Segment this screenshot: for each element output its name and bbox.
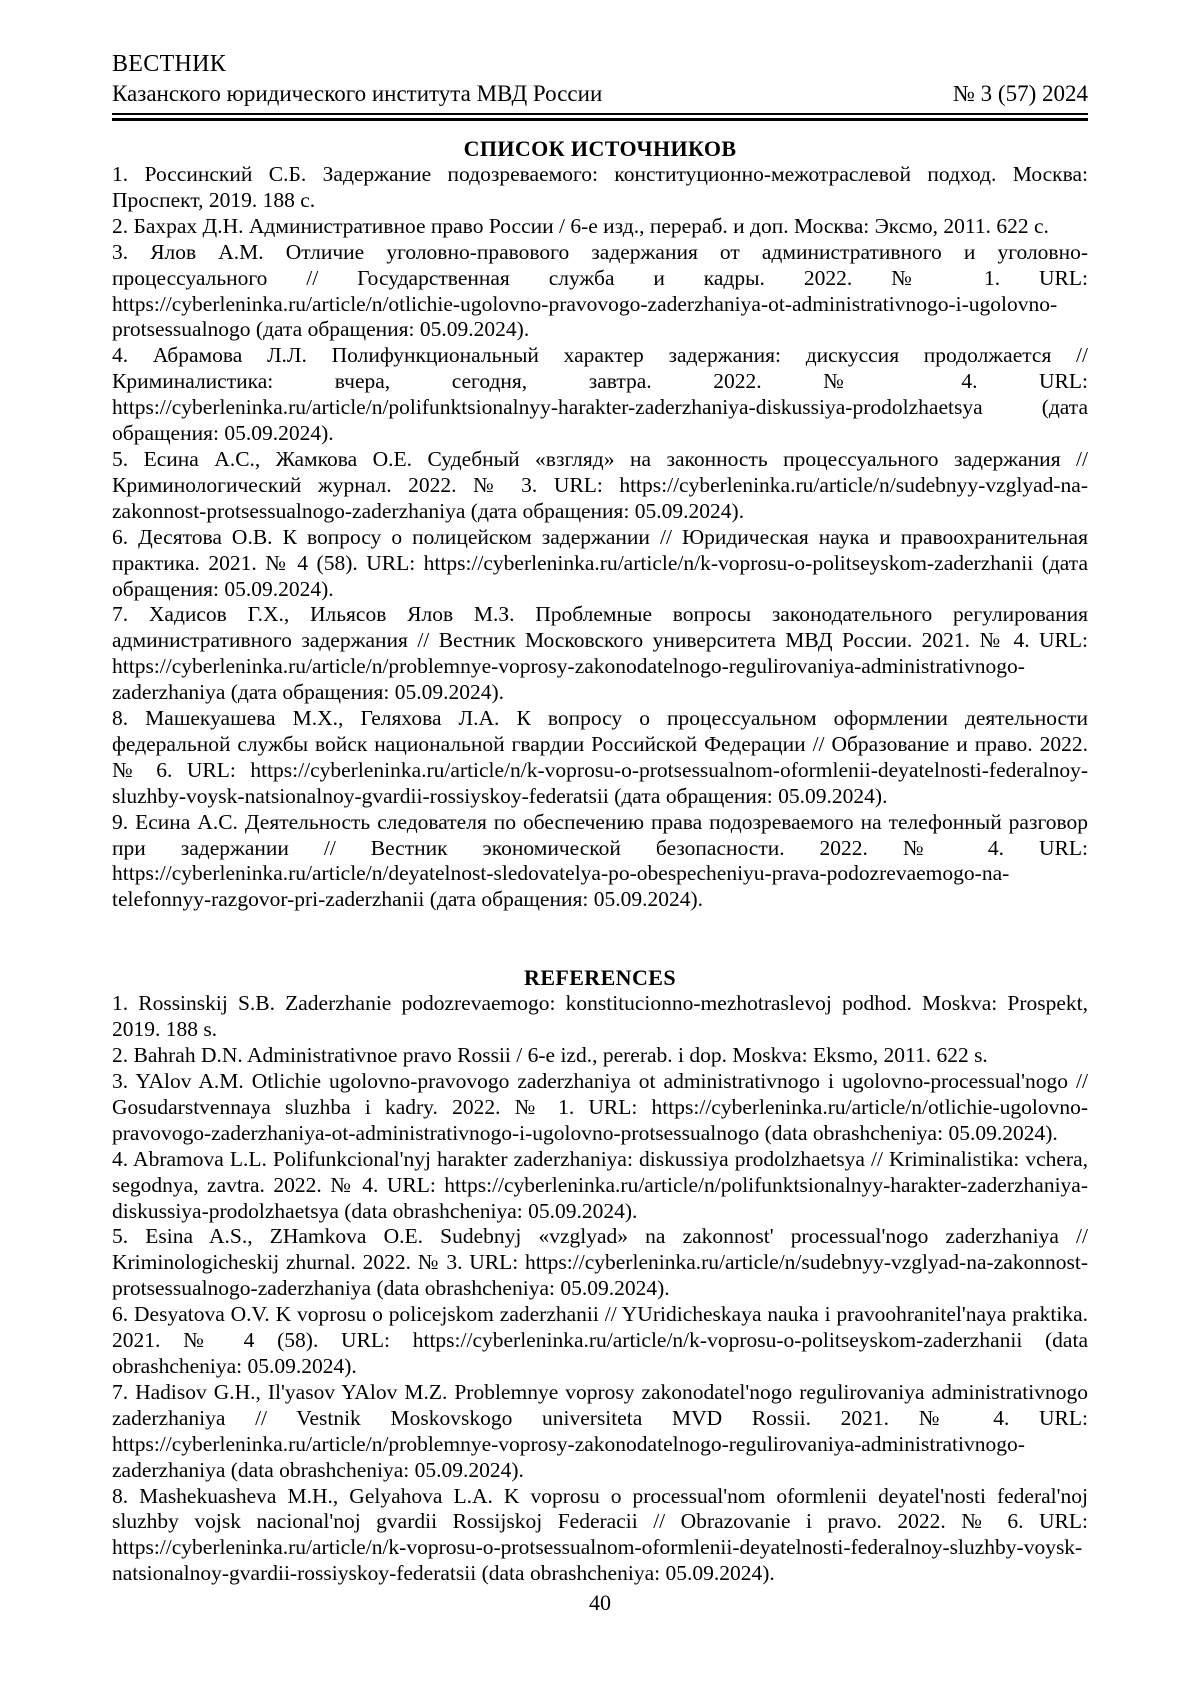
reference-item: 8. Mashekuasheva M.H., Gelyahova L.A. K voprosu o processual'nom oformlenii deyatel'nosti federal'noj sluzhby vojsk nacional'noj gvardii Rossijskoj Federacii // Obrazovanie i pravo. 2022. № 6. URL: https://cyberleninka.ru/article/n/k-voprosu-o-protsessualnom-oformlenii-deyatelnosti-federalnoy-sluzhby-voysk-natsionalnoy-gvardii-rossiyskoy-federatsii (data obrashcheniya: 05.09.2024).: [112, 1483, 1088, 1586]
reference-item: 1. Rossinskij S.B. Zaderzhanie podozrevaemogo: konstitucionno-mezhotraslevoj podhod. Moskva: Prospekt, 2019. 188 s.: [112, 991, 1088, 1042]
source-item: 1. Россинский С.Б. Задержание подозреваемого: конституционно-межотраслевой подход. Москва: Проспект, 2019. 188 с.: [112, 162, 1088, 212]
source-item: 3. Ялов А.М. Отличие уголовно-правового задержания от административного и уголовно-процессуального // Государственная служба и кадры. 2022. № 1. URL: https://cyberleninka.ru/article/n/otlichie-ugolovno-pravovogo-zaderzhaniya-ot-administrativnogo-i-ugolovno-protsessualnogo (дата обращения: 05.09.2024).: [112, 239, 1088, 342]
reference-item: 6. Desyatova O.V. K voprosu o policejskom zaderzhanii // YUridicheskaya nauka i pravoohranitel'naya praktika. 2021. № 4 (58). URL: https://cyberleninka.ru/article/n/k-voprosu-o-politseyskom-zaderzhanii (data obrashcheniya: 05.09.2024).: [112, 1302, 1088, 1378]
reference-item: 2. Bahrah D.N. Administrativnoe pravo Rossii / 6-e izd., pererab. i dop. Moskva: Eksmo, 2011. 622 s.: [112, 1043, 988, 1068]
source-item: 4. Абрамова Л.Л. Полифункциональный характер задержания: дискуссия продолжается // Криминалистика: вчера, сегодня, завтра. 2022. № 4. URL: https://cyberleninka.ru/article/n/polifunktsionalnyy-harakter-zaderzhaniya-diskussiya-prodolzhaetsya (дата обращения: 05.09.2024).: [112, 343, 1088, 446]
issue-number: № 3 (57) 2024: [952, 81, 1088, 106]
source-item: 2. Бахрах Д.Н. Административное право России / 6-е изд., перераб. и доп. Москва: Эксмо, 2011. 622 с.: [112, 213, 1049, 238]
journal-title: ВЕСТНИК: [112, 51, 227, 77]
source-item: 9. Есина А.С. Деятельность следователя по обеспечению права подозреваемого на телефонный разговор при задержании // Вестник экономической безопасности. 2022. № 4. URL: https://cyberleninka.ru/article/n/deyatelnost-sledovatelya-po-obespecheniyu-prava-podozrevaemogo-na-telefonnyy-razgovor-pri-zaderzhanii (дата обращения: 05.09.2024).: [112, 809, 1088, 912]
page-number: 40: [589, 1590, 611, 1615]
reference-item: 7. Hadisov G.H., Il'yasov YAlov M.Z. Problemnye voprosy zakonodatel'nogo regulirovaniya administrativnogo zaderzhaniya // Vestnik Moskovskogo universiteta MVD Rossii. 2021. № 4. URL: https://cyberleninka.ru/article/n/problemnye-voprosy-zakonodatelnogo-regulirovaniya-administrativnogo-zaderzhaniya (data obrashcheniya: 05.09.2024).: [112, 1379, 1088, 1482]
page-header: [112, 50, 1088, 121]
sources-section-title: СПИСОК ИСТОЧНИКОВ: [463, 136, 737, 161]
source-item: 6. Десятова О.В. К вопросу о полицейском задержании // Юридическая наука и правоохранительная практика. 2021. № 4 (58). URL: https://cyberleninka.ru/article/n/k-voprosu-o-politseyskom-zaderzhanii (дата обращения: 05.09.2024).: [112, 524, 1088, 601]
source-item: 5. Есина А.С., Жамкова О.Е. Судебный «взгляд» на законность процессуального задержания // Криминологический журнал. 2022. № 3. URL: https://cyberleninka.ru/article/n/sudebnyy-vzglyad-na-zakonnost-protsessualnogo-zaderzhaniya (дата обращения: 05.09.2024).: [112, 446, 1088, 523]
reference-item: 5. Esina A.S., ZHamkova O.E. Sudebnyj «vzglyad» na zakonnost' processual'nogo zaderzhaniya // Kriminologicheskij zhurnal. 2022. № 3. URL: https://cyberleninka.ru/article/n/sudebnyy-vzglyad-na-zakonnost-protsessualnogo-zaderzhaniya (data obrashcheniya: 05.09.2024).: [112, 1224, 1088, 1301]
journal-subtitle: Казанского юридического института МВД России: [112, 81, 603, 106]
reference-item: 3. YAlov A.M. Otlichie ugolovno-pravovogo zaderzhaniya ot administrativnogo i ugolovno-processual'nogo // Gosudarstvennaya sluzhba i kadry. 2022. № 1. URL: https://cyberleninka.ru/article/n/otlichie-ugolovno-pravovogo-zaderzhaniya-ot-administrativnogo-i-ugolovno-protsessualnogo (data obrashcheniya: 05.09.2024).: [112, 1069, 1088, 1145]
page-body: [112, 136, 1088, 1587]
header-divider-rule: [112, 113, 1088, 121]
source-item: 8. Машекуашева М.Х., Геляхова Л.А. К вопросу о процессуальном оформлении деятельности федеральной службы войск национальной гвардии Российской Федерации // Образование и право. 2022. № 6. URL: https://cyberleninka.ru/article/n/k-voprosu-o-protsessualnom-oformlenii-deyatelnosti-federalnoy-sluzhby-voysk-natsionalnoy-gvardii-rossiyskoy-federatsii (дата обращения: 05.09.2024).: [112, 706, 1088, 808]
source-item: 7. Хадисов Г.Х., Ильясов Ялов М.З. Проблемные вопросы законодательного регулирования административного задержания // Вестник Московского университета МВД России. 2021. № 4. URL: https://cyberleninka.ru/article/n/problemnye-voprosy-zakonodatelnogo-regulirovaniya-administrativnogo-zaderzhaniya (дата обращения: 05.09.2024).: [112, 602, 1088, 705]
reference-item: 4. Abramova L.L. Polifunkcional'nyj harakter zaderzhaniya: diskussiya prodolzhaetsya // Kriminalistika: vchera, segodnya, zavtra. 2022. № 4. URL: https://cyberleninka.ru/article/n/polifunktsionalnyy-harakter-zaderzhaniya-diskussiya-prodolzhaetsya (data obrashcheniya: 05.09.2024).: [112, 1146, 1088, 1223]
references-section-title: REFERENCES: [524, 965, 676, 991]
